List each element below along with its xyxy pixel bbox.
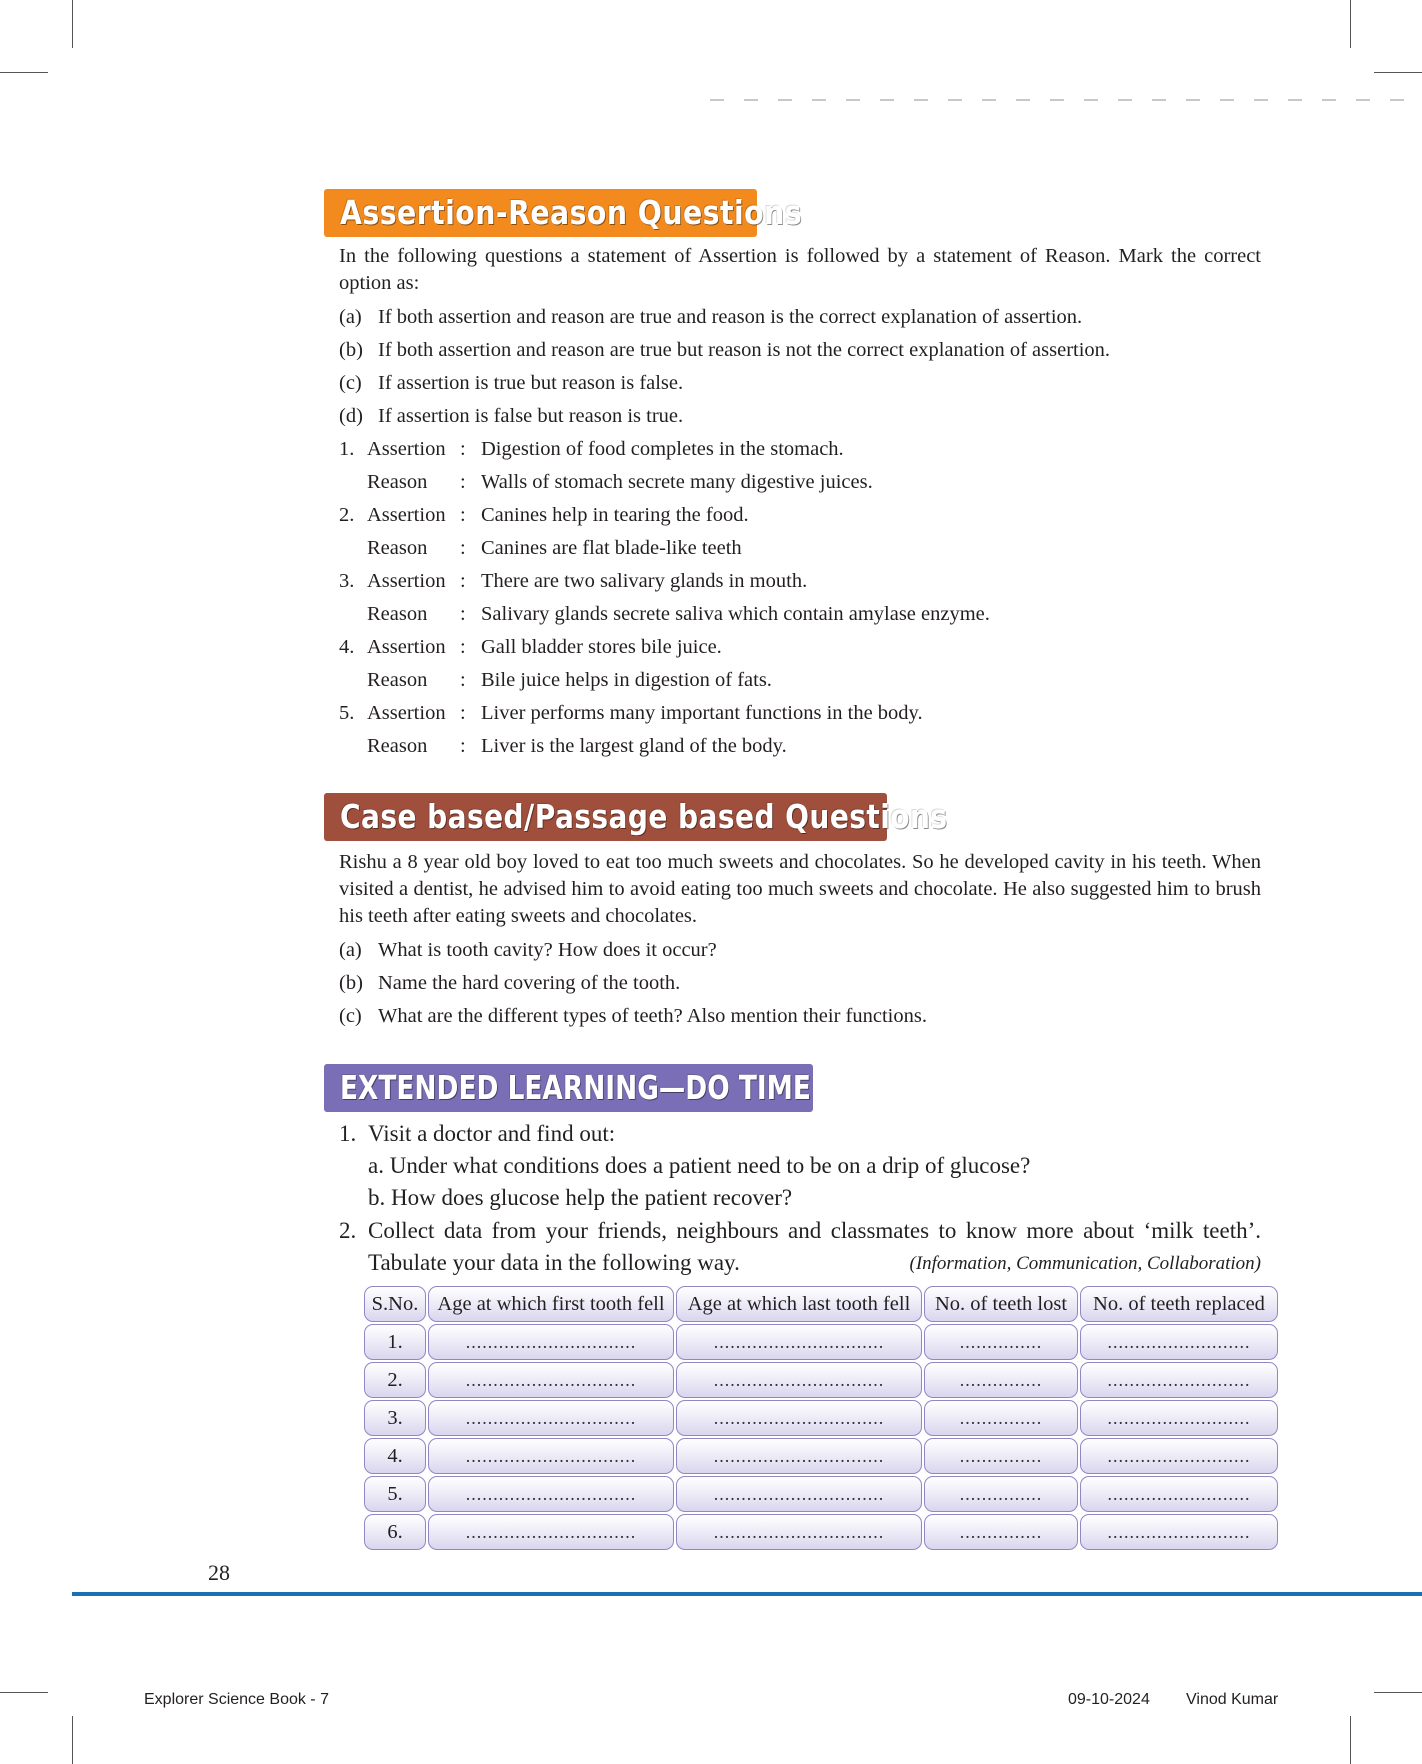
crop-mark <box>0 72 48 73</box>
extended-item-1a: a. Under what conditions does a patient need to be on a drip of glucose? <box>368 1153 1031 1178</box>
crop-mark <box>72 1716 73 1764</box>
table-blank-cell[interactable]: ............... <box>924 1362 1078 1398</box>
footer-date: 09-10-2024 <box>1068 1691 1150 1708</box>
table-blank-cell[interactable]: ............................... <box>428 1362 674 1398</box>
crop-mark <box>1350 1716 1351 1764</box>
case-passage: Rishu a 8 year old boy loved to eat too much sweets and chocolates. So he developed cavity in his teeth. When visited a dentist, he advised him to avoid eating too much sweets and chocolate. He also suggested him to brush his teeth after eating sweets and chocolates. <box>339 851 1261 927</box>
table-row-number: 1. <box>364 1324 426 1360</box>
table-header-teeth-lost: No. of teeth lost <box>924 1286 1078 1322</box>
table-blank-cell[interactable]: ............................... <box>676 1324 922 1360</box>
page-number: 28 <box>208 1560 230 1585</box>
table-blank-cell[interactable]: ............... <box>924 1400 1078 1436</box>
table-header-first-tooth: Age at which first tooth fell <box>428 1286 674 1322</box>
skills-note: (Information, Communication, Collaboration) <box>909 1253 1261 1274</box>
crop-mark <box>72 0 73 48</box>
table-blank-cell[interactable]: ............................... <box>676 1514 922 1550</box>
table-blank-cell[interactable]: ............................... <box>428 1438 674 1474</box>
question-5-reason: Reason : Liver is the largest gland of the body. <box>367 735 787 757</box>
table-blank-cell[interactable]: .......................... <box>1080 1476 1278 1512</box>
table-blank-cell[interactable]: ............... <box>924 1476 1078 1512</box>
crop-mark <box>0 1692 48 1693</box>
table-blank-cell[interactable]: .......................... <box>1080 1438 1278 1474</box>
table-header-last-tooth: Age at which last tooth fell <box>676 1286 922 1322</box>
case-based-heading: Case based/Passage based Questions <box>324 793 887 841</box>
table-blank-cell[interactable]: ............................... <box>428 1324 674 1360</box>
table-blank-cell[interactable]: ............................... <box>676 1438 922 1474</box>
table-row-number: 5. <box>364 1476 426 1512</box>
table-blank-cell[interactable]: ............................... <box>676 1362 922 1398</box>
table-row-number: 4. <box>364 1438 426 1474</box>
table-blank-cell[interactable]: ............................... <box>428 1514 674 1550</box>
table-blank-cell[interactable]: .......................... <box>1080 1324 1278 1360</box>
crop-mark <box>1374 1692 1422 1693</box>
extended-learning-heading: EXTENDED LEARNING—DO TIME <box>324 1064 813 1112</box>
table-row-number: 6. <box>364 1514 426 1550</box>
table-row-number: 3. <box>364 1400 426 1436</box>
assertion-reason-intro: In the following questions a statement of Assertion is followed by a statement of Reason. Mark the correct option as: <box>339 245 1261 294</box>
question-3-assertion: 3. Assertion : There are two salivary glands in mouth. <box>339 570 808 592</box>
question-2-assertion: 2. Assertion : Canines help in tearing the food. <box>339 504 749 526</box>
table-blank-cell[interactable]: ............................... <box>676 1476 922 1512</box>
table-blank-cell[interactable]: ............................... <box>428 1400 674 1436</box>
table-blank-cell[interactable]: .......................... <box>1080 1362 1278 1398</box>
table-header-sno: S.No. <box>364 1286 426 1322</box>
question-2-reason: Reason : Canines are flat blade-like teeth <box>367 537 742 559</box>
table-blank-cell[interactable]: ............................... <box>428 1476 674 1512</box>
extended-item-2: 2. Collect data from your friends, neighbours and classmates to know more about ‘milk teeth’. Tabulate your data in the following way. (Information, Communication, Collaboration) <box>339 1215 1261 1279</box>
table-blank-cell[interactable]: .......................... <box>1080 1514 1278 1550</box>
footer-book-title: Explorer Science Book - 7 <box>144 1691 329 1708</box>
table-blank-cell[interactable]: ............... <box>924 1438 1078 1474</box>
header-dashed-line <box>710 99 1410 101</box>
table-row-number: 2. <box>364 1362 426 1398</box>
question-4-reason: Reason : Bile juice helps in digestion of fats. <box>367 669 772 691</box>
question-1-reason: Reason : Walls of stomach secrete many digestive juices. <box>367 471 873 493</box>
table-blank-cell[interactable]: ............................... <box>676 1400 922 1436</box>
table-header-teeth-replaced: No. of teeth replaced <box>1080 1286 1278 1322</box>
table-blank-cell[interactable]: ............... <box>924 1324 1078 1360</box>
question-3-reason: Reason : Salivary glands secrete saliva which contain amylase enzyme. <box>367 603 990 625</box>
table-blank-cell[interactable]: .......................... <box>1080 1400 1278 1436</box>
question-4-assertion: 4. Assertion : Gall bladder stores bile juice. <box>339 636 722 658</box>
question-1-assertion: 1. Assertion : Digestion of food completes in the stomach. <box>339 438 844 460</box>
assertion-reason-heading: Assertion-Reason Questions <box>324 189 757 237</box>
footer-author: Vinod Kumar <box>1186 1691 1279 1708</box>
question-5-assertion: 5. Assertion : Liver performs many important functions in the body. <box>339 702 923 724</box>
table-blank-cell[interactable]: ............... <box>924 1514 1078 1550</box>
crop-mark <box>1374 72 1422 73</box>
extended-item-1b: b. How does glucose help the patient recover? <box>368 1185 793 1210</box>
footer-rule <box>72 1592 1422 1596</box>
crop-mark <box>1350 0 1351 48</box>
